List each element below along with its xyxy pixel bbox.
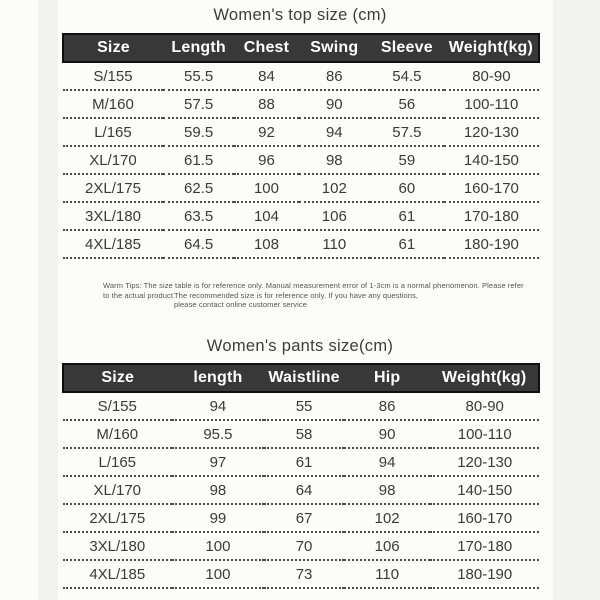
pants-size-title: Women's pants size(cm) <box>206 337 394 355</box>
table-cell: 70 <box>264 532 343 560</box>
table-cell: XL/170 <box>63 476 172 504</box>
table-cell: 140-150 <box>430 476 539 504</box>
column-header: Weight(kg) <box>444 34 539 62</box>
table-cell: 100-110 <box>430 420 539 448</box>
table-cell: 99 <box>172 504 265 532</box>
table-cell: 96 <box>234 146 298 174</box>
table-cell: L/165 <box>63 448 172 476</box>
table-cell: 61.5 <box>163 146 234 174</box>
column-header: Sleeve <box>370 34 444 62</box>
table-cell: 100 <box>172 532 265 560</box>
table-cell: 86 <box>299 62 370 90</box>
table-row <box>63 62 539 90</box>
table-cell: M/160 <box>63 420 172 448</box>
table-cell: 98 <box>344 476 431 504</box>
table-cell: 95.5 <box>172 420 265 448</box>
table-cell: 120-130 <box>430 448 539 476</box>
table-row <box>63 90 539 118</box>
table-cell: 90 <box>299 90 370 118</box>
table-cell: 61 <box>370 230 444 258</box>
table-cell: 94 <box>344 448 431 476</box>
recommended-size-note: The recommended size is for reference only. If you have any questions, please contact online customer service <box>174 290 419 309</box>
table-cell: 98 <box>299 146 370 174</box>
table-cell: 108 <box>234 230 298 258</box>
table-cell: 4XL/185 <box>63 230 163 258</box>
table-cell: 86 <box>344 392 431 420</box>
table-cell: 58 <box>264 420 343 448</box>
table-row <box>63 202 539 230</box>
table-row <box>63 230 539 258</box>
table-cell: 160-170 <box>430 504 539 532</box>
pants-size-table <box>62 363 540 589</box>
column-header: length <box>172 364 265 392</box>
column-header: Length <box>163 34 234 62</box>
table-cell: 3XL/180 <box>63 532 172 560</box>
table-row <box>63 392 539 420</box>
table-cell: M/160 <box>63 90 163 118</box>
table-cell: 106 <box>299 202 370 230</box>
table-cell: 102 <box>344 504 431 532</box>
table-cell: 63.5 <box>163 202 234 230</box>
table-cell: 110 <box>299 230 370 258</box>
table-cell: S/155 <box>63 392 172 420</box>
table-cell: 61 <box>264 448 343 476</box>
table-cell: 100 <box>172 560 265 588</box>
table-cell: 55.5 <box>163 62 234 90</box>
table-cell: 98 <box>172 476 265 504</box>
table-cell: 64.5 <box>163 230 234 258</box>
table-cell: 104 <box>234 202 298 230</box>
table-cell: 160-170 <box>444 174 539 202</box>
table-cell: 2XL/175 <box>63 504 172 532</box>
table-row <box>63 504 539 532</box>
table-row <box>63 146 539 174</box>
table-cell: 59.5 <box>163 118 234 146</box>
page-left-shade <box>38 0 58 600</box>
table-cell: 102 <box>299 174 370 202</box>
table-cell: 3XL/180 <box>63 202 163 230</box>
table-row <box>63 118 539 146</box>
table-cell: 57.5 <box>163 90 234 118</box>
table-cell: 84 <box>234 62 298 90</box>
table-cell: 55 <box>264 392 343 420</box>
table-row <box>63 448 539 476</box>
column-header: Weight(kg) <box>430 364 539 392</box>
table-cell: 100 <box>234 174 298 202</box>
table-cell: 64 <box>264 476 343 504</box>
top-size-table <box>62 33 540 259</box>
table-cell: 73 <box>264 560 343 588</box>
table-cell: 57.5 <box>370 118 444 146</box>
table-cell: 80-90 <box>430 392 539 420</box>
table-row <box>63 174 539 202</box>
table-cell: 97 <box>172 448 265 476</box>
table-cell: 2XL/175 <box>63 174 163 202</box>
table-cell: 80-90 <box>444 62 539 90</box>
top-size-title: Women's top size (cm) <box>213 6 387 24</box>
table-cell: 94 <box>299 118 370 146</box>
table-cell: 54.5 <box>370 62 444 90</box>
table-cell: 62.5 <box>163 174 234 202</box>
table-cell: 92 <box>234 118 298 146</box>
page-right-shade <box>553 0 600 600</box>
table-cell: 4XL/185 <box>63 560 172 588</box>
table-cell: 170-180 <box>430 532 539 560</box>
table-cell: 180-190 <box>444 230 539 258</box>
column-header: Size <box>63 34 163 62</box>
header-row <box>63 364 539 392</box>
warm-tips-text: Warm Tips: The size table is for reference only. Manual measurement error of 1-3cm is a normal phenomenon. Please refer to the actual product. <box>103 281 524 300</box>
column-header: Chest <box>234 34 298 62</box>
table-cell: 140-150 <box>444 146 539 174</box>
table-row <box>63 420 539 448</box>
table-row <box>63 560 539 588</box>
table-cell: 94 <box>172 392 265 420</box>
table-cell: 120-130 <box>444 118 539 146</box>
table-cell: 106 <box>344 532 431 560</box>
table-cell: 100-110 <box>444 90 539 118</box>
table-cell: 59 <box>370 146 444 174</box>
table-cell: 60 <box>370 174 444 202</box>
table-cell: 90 <box>344 420 431 448</box>
table-cell: 56 <box>370 90 444 118</box>
table-cell: 180-190 <box>430 560 539 588</box>
table-row <box>63 532 539 560</box>
header-row <box>63 34 539 62</box>
table-cell: S/155 <box>63 62 163 90</box>
table-cell: 67 <box>264 504 343 532</box>
column-header: Size <box>63 364 172 392</box>
column-header: Waistline <box>264 364 343 392</box>
table-cell: 61 <box>370 202 444 230</box>
table-row <box>63 476 539 504</box>
table-cell: 88 <box>234 90 298 118</box>
table-cell: 110 <box>344 560 431 588</box>
table-cell: L/165 <box>63 118 163 146</box>
table-cell: XL/170 <box>63 146 163 174</box>
column-header: Hip <box>344 364 431 392</box>
column-header: Swing <box>299 34 370 62</box>
table-cell: 170-180 <box>444 202 539 230</box>
